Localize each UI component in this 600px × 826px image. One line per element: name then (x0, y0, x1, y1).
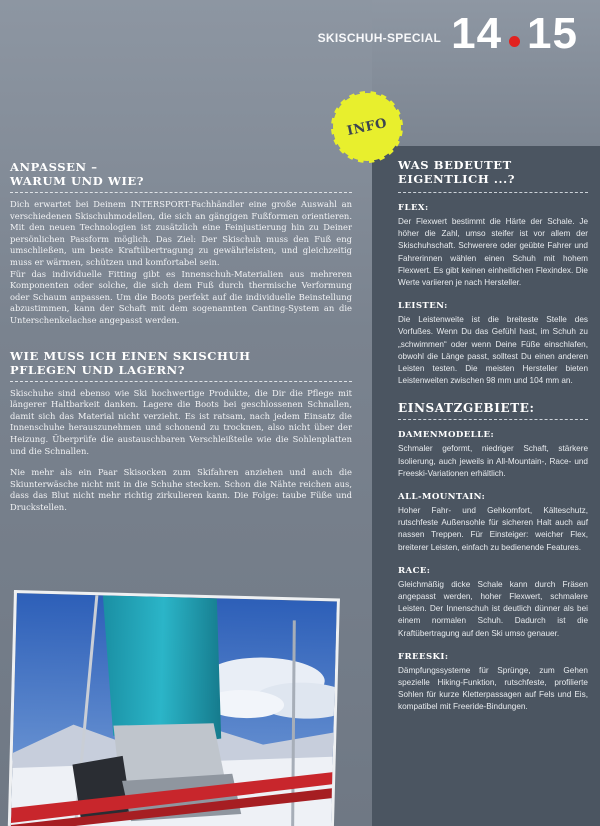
glossary-definition: Der Flexwert bestimmt die Härte der Schale. Je höher die Zahl, umso steifer ist vor allem der Skischuhschaft. Schwerere oder geübte Fahrer und Fahrerinnen wählen einen Schuh mit hohem Flexwert. Es gibt keinen einheitlichen Flexindex. Die Werte variieren je nach Hersteller. (398, 217, 588, 288)
usage-areas-title: EINSATZGEBIETE: (398, 401, 535, 416)
usage-entry-all-mountain (398, 492, 588, 554)
section-care-title-line2: PFLEGEN UND LAGERN? (10, 362, 186, 377)
ski-boot-photo (8, 590, 340, 826)
issue-year-right: 15 (527, 9, 578, 58)
page-header (318, 10, 578, 58)
usage-entry-damenmodelle (398, 430, 588, 480)
paragraph: Dich erwartet bei Deinem INTERSPORT-Fachhändler eine große Auswahl an verschiedenen Skischuhmodellen, die sich an gängigen Fußformen orientieren. Mit den neuen Technologien ist zusätzlich eine Feinjustierung hin zu Deiner persönlichen Passform möglich. Das Ziel: Der Skischuh muss den Fuß eng umschließen, um beste Kraftübertragung zu gewährleisten, und gleichzeitig muss er wärmen, schützen und komfortabel sein. (10, 199, 352, 267)
paragraph: Skischuhe sind ebenso wie Ski hochwertige Produkte, die Dir die Pflege mit längerer Haltbarkeit danken. Lagere die Boots bei geschlossenen Schnallen, damit sich das Material nicht verzieht. Es ist ratsam, nach jedem Einsatz die Innenschuhe herauszunehmen und schonend zu trocknen, also nicht über der Heizung. Überprüfe die austauschbaren Verschleißteile wie die Sohlenplatten und die Schnallen. (10, 387, 352, 456)
usage-term: RACE: (398, 565, 431, 576)
glossary-title-line1: WAS BEDEUTET (398, 158, 512, 172)
divider (10, 381, 352, 382)
left-column (10, 160, 352, 513)
paragraph: Nie mehr als ein Paar Skisocken zum Skifahren anziehen und auch die Skiunterwäsche nicht mit in die Schuhe stecken. Schon die Nähte reichen aus, dass das Blut nicht mehr richtig zirkulieren kann. Die Folge: taube Füße und Druckstellen. (10, 467, 352, 512)
section-fitting-title-line1: ANPASSEN – (10, 160, 98, 174)
usage-definition: Schmaler geformt, niedriger Schaft, stärkere Isolierung, auch jeweils in All-Mountain-, Race- und Freeski-Variationen erhältlich. (398, 444, 588, 478)
issue-number (451, 9, 578, 59)
section-care-body (10, 388, 352, 514)
glossary-entry-flex (398, 203, 588, 289)
divider (398, 192, 588, 193)
glossary-entry-leisten (398, 301, 588, 387)
glossary-term: LEISTEN: (398, 301, 448, 312)
section-care (10, 349, 352, 514)
glossary-term: FLEX: (398, 203, 429, 213)
issue-dot-icon (509, 36, 520, 47)
issue-year-left: 14 (451, 9, 503, 58)
section-care-title-line1: WIE MUSS ICH EINEN SKISCHUH (10, 348, 251, 363)
glossary-title-line2: EIGENTLICH ...? (398, 172, 516, 186)
usage-entry-freeski (398, 652, 588, 714)
divider (10, 192, 352, 193)
usage-entry-race (398, 566, 588, 640)
info-badge-label: INFO (345, 115, 389, 139)
section-care-title (10, 349, 352, 377)
glossary-definition: Die Leistenweite ist die breiteste Stelle des Vorfußes. Wenn Du das Gefühl hast, im Schuh zu „schwimmen“ oder wenn Deine Füße einschlafen, obwohl die Länge passt, solltest Du einen anderen Leisten testen. Die meisten Hersteller bieten Leistenweiten zwischen 98 mm und 104 mm an. (398, 315, 588, 386)
divider (398, 419, 588, 420)
glossary-title (398, 158, 588, 186)
section-fitting-title-line2: WARUM UND WIE? (10, 174, 145, 188)
usage-term: DAMENMODELLE: (398, 430, 495, 441)
usage-term: ALL-MOUNTAIN: (398, 492, 486, 503)
usage-definition: Gleichmäßig dicke Schale kann durch Fräsen angepasst werden, hoher Flexwert, schmalere Leisten. Der Innenschuh ist deutlich dünner als bei einem normalen Schuh. Dadurch ist die Kraftübertragung auf den Ski umso genauer. (398, 579, 588, 638)
usage-definition: Dämpfungssysteme für Sprünge, zum Gehen spezielle Hiking-Funktion, rutschfeste, profilierte Sohlen für kurze Kletterpassagen auf Fels und Eis, kompatibel mit Freeride-Bindungen. (398, 665, 588, 712)
right-column (398, 158, 588, 714)
section-fitting (10, 160, 352, 327)
section-fitting-title (10, 160, 352, 188)
section-fitting-body (10, 199, 352, 327)
usage-definition: Hoher Fahr- und Gehkomfort, Kälteschutz, rutschfeste Außensohle für sicheren Halt auch auf nassen Treppen. Für Einsteiger: weicher Flex, breiterer Leisten, einfach zu bedienende Features. (398, 506, 588, 552)
usage-term: FREESKI: (398, 651, 449, 662)
paragraph: Für das individuelle Fitting gibt es Innenschuh-Materialien aus mehreren Komponenten oder solche, die sich dem Fuß durch thermische Verformung oder Schaum anpassen. Um die Boots perfekt auf die individuelle Beinstellung abzustimmen, kann der Schaft mit dem sogenannten Canting-System an die Unterschenkelachse angepasst werden. (10, 268, 352, 325)
ski-boot-photo-image (11, 593, 340, 826)
section-label: SKISCHUH-SPECIAL (317, 31, 442, 45)
